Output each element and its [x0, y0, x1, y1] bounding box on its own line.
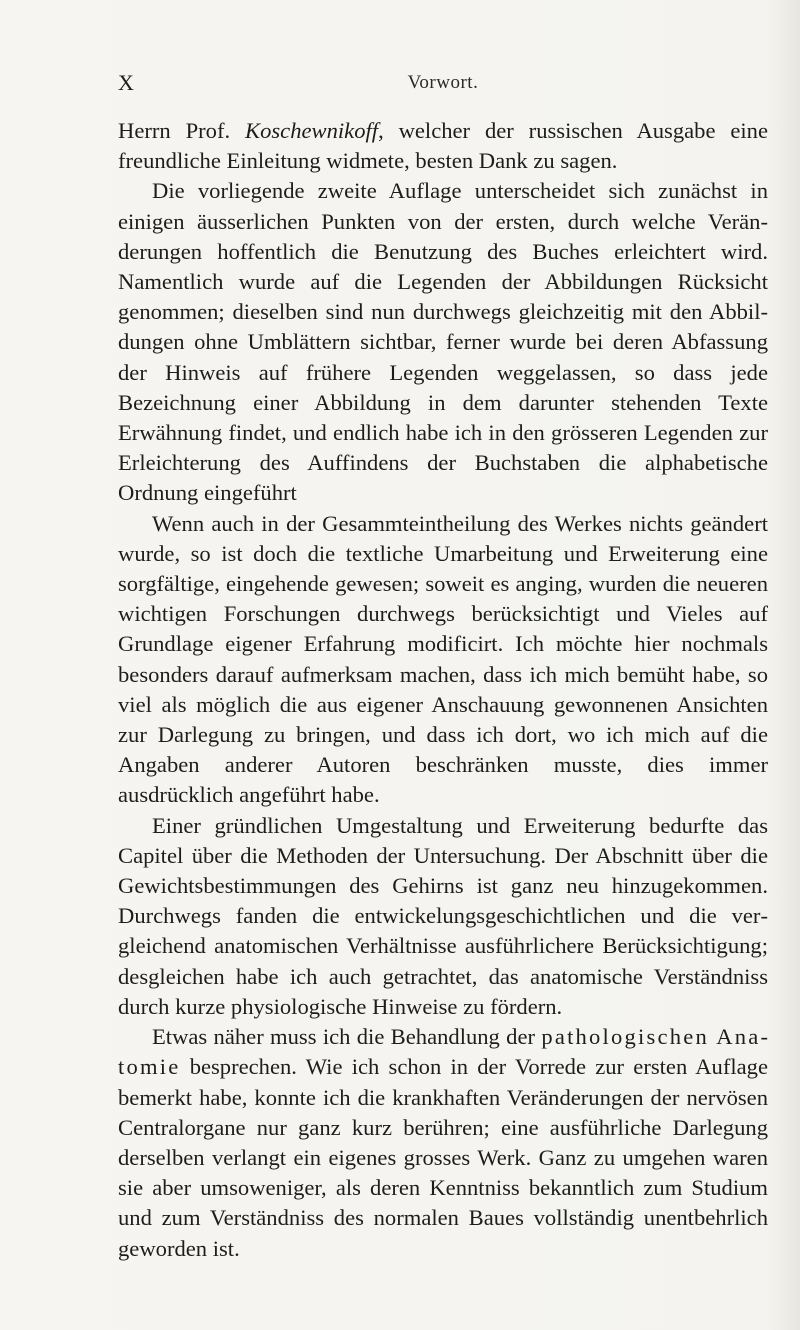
paragraph-3 — [118, 509, 768, 811]
running-title: Vorwort. — [407, 72, 479, 93]
text-span: besprechen. Wie ich schon in der Vorrede zur ersten Auflage bemerkt habe, konnte ich die krankhaften Veränderungen der nervösen Centralorgane nur ganz kurz berühren; eine ausführliche Darlegung derselben verlangt ein eigenes grosses Werk. Ganz zu umgehen waren sie aber umsoweniger, als deren Kenntniss bekanntlich zum Studium und zum Verständniss des normalen Baues vollständig unentbehrlich geworden ist. — [118, 1054, 768, 1261]
paragraph-1 — [118, 116, 768, 176]
text-span: Etwas näher muss ich die Behandlung der — [152, 1024, 542, 1050]
text-span: Einer gründlichen Umgestaltung und Erweiterung bedurfte das Capitel über die Methoden der Untersuchung. Der Abschnitt über die Gewichtsbestimmungen des Gehirns ist ganz neu hinzugekommen. Durchwegs fanden die entwickelungsgeschichtlichen und die vergleichend anatomischen Verhältnisse ausführlichere Berücksichtigung; desgleichen habe ich auch getrachtet, das anatomische Verständniss durch kurze physiologische Hinweise zu fördern. — [118, 812, 768, 1019]
text-span: Wenn auch in der Gesammteintheilung des Werkes nichts geändert wurde, so ist doch die textliche Umarbeitung und Erweiterung eine sorgfältige, eingehende gewesen; soweit es anging, wurden die neueren wichtigen Forschungen durchwegs berücksichtigt und Vieles auf Grundlage eigener Erfahrung modificirt. Ich möchte hier nochmals besonders darauf aufmerksam machen, dass ich mich bemüht habe, so viel als möglich die aus eigener Anschauung gewonnenen Ansichten zur Darlegung zu bringen, und dass ich dort, wo ich mich auf die Angaben anderer Autoren beschränken musste, dies immer ausdrücklich angeführt habe. — [118, 510, 768, 808]
paragraph-2 — [118, 176, 768, 508]
paragraph-4 — [118, 811, 768, 1022]
text-span: Die vorliegende zweite Auflage unterscheidet sich zunächst in einigen äusserlichen Punkten von der ersten, durch welche Veränderungen hoffentlich die Benutzung des Buches erleichtert wird. Namentlich wurde auf die Legenden der Abbildungen Rücksicht genommen; dieselben sind nun durchwegs gleichzeitig mit den Abbildungen ohne Umblättern sichtbar, ferner wurde bei deren Abfassung der Hinweis auf frühere Legenden weggelassen, so dass jede Bezeichnung einer Abbildung in dem darunter stehenden Texte Erwähnung findet, und endlich habe ich in den grösseren Legenden zur Erleichterung des Auffindens der Buchstaben die alphabetische Ordnung eingeführt — [118, 178, 768, 506]
page-number: X — [118, 70, 135, 95]
emphasis-spaced: pathologischen Anatomie — [118, 1024, 768, 1080]
author-name: Koschewnikoff — [245, 118, 379, 143]
running-head — [118, 70, 768, 104]
paragraph-5 — [118, 1022, 768, 1264]
body-text — [118, 116, 768, 1264]
text-span: , welcher der russischen Ausgabe eine freundliche Einleitung widmete, besten Dank zu sagen. — [118, 118, 769, 174]
text-span: Herrn Prof. — [118, 118, 246, 143]
